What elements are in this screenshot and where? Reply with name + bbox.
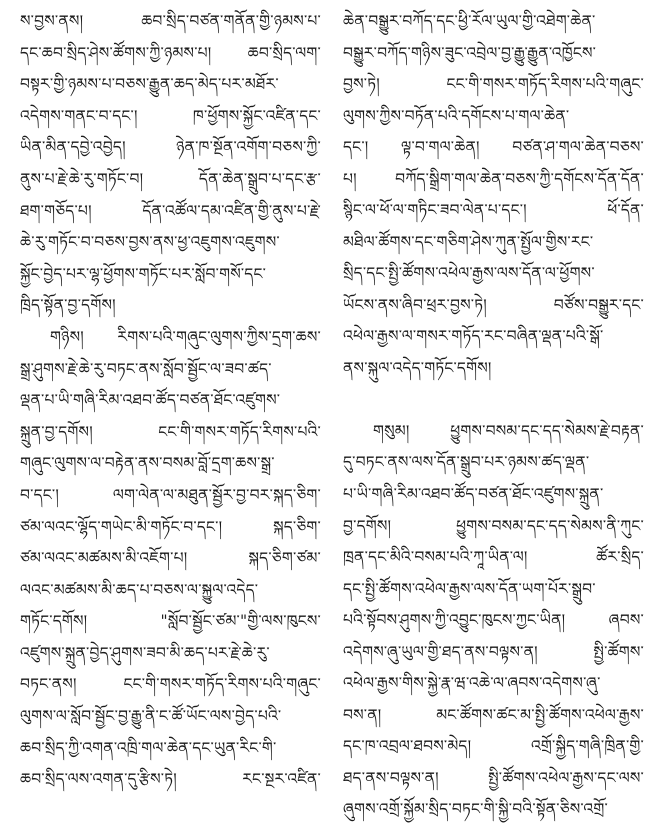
text-line: ཙམ་ལའང་མཚམས་མི་འཇོག་པ། སྐད་ཅིག་ཙམ་ [20, 549, 321, 568]
text-line: ཐག་གཅོད་པ། དོན་འཚོལ་དམ་འཛིན་གྱི་ནུས་པ་རྗེ་ [20, 201, 321, 220]
text-line: འཕེལ་རྒྱས་ལ་གསར་གཏོད་རང་བཞིན་ལྡན་པའི་སྒོ་ [343, 327, 604, 346]
text-line: དང་ཁ་འབྲལ་ཐབས་མེད། འགྲོ་སྐྱིད་གཞི་ཁྲིན་གྱི་ [343, 737, 644, 756]
text-line: དང་ཆབ་སྲིད་ཤེས་ཚོགས་ཀྱི་ཉམས་པ། ཆབ་སྲིད་ལག་ [20, 43, 321, 62]
text-line: སྙིང་ལ་ཕོ་ལ་གཏིང་ཟབ་ལེན་པ་དང་། ཕོ་དོན་ [343, 201, 644, 220]
text-line: བས་ན། མང་ཚོགས་ཚང་མ་སྤྱི་ཚོགས་འཕེལ་རྒྱས་ [343, 705, 644, 724]
text-line: ལུགས་ཀྱིས་བཏོན་པའི་དགོངས་པ་གལ་ཆེན་ [343, 106, 570, 125]
text-line: སྒྲ་ཤུགས་རྗེ་ཆེ་རུ་བཏང་ནས་སློབ་སྦྱོང་ལ་ཟབ་ཚད་ [20, 359, 272, 378]
text-line: པ་ཡི་གཞི་རིམ་འཐབ་ཚོད་བཙན་ཐོང་འཛུགས་སྐྲུན་ [343, 484, 604, 503]
text-line: ཁྲན་དང་མིའི་བསམ་པའི་ཀཱ་ཡིན་ལ། ཚོར་སྲིད་ [343, 548, 644, 567]
text-line: ཙམ་ལའང་ལྷོད་གཡེང་མི་གཏོང་བ་དང་། སྐད་ཅིག་ [20, 517, 321, 536]
text-line: ཆེན་བསྒྱུར་བཀོད་དང་ཕྱི་རོལ་ཡུལ་གྱི་འཐེག་ཆེན་ [343, 12, 596, 30]
text-line: གཏོང་དགོས། "སློབ་སྦྱོང་ཙམ་"གྱི་ལས་ཁུངས་ [20, 612, 321, 631]
text-line: བཏང་ནས། ངང་གི་གསར་གཏོད་རིགས་པའི་གཞུང་ [20, 675, 321, 694]
text-line: ལུགས་ལ་སློབ་སྦྱོང་བྱ་རྒྱུ་ནི་ང་ཚོ་ཡོང་ལས་བྱེད་པའི་ [20, 707, 282, 726]
right-column [343, 6, 644, 826]
text-line: ཞུགས་འགྲོ་སྐྱོམ་སྲིད་བཏང་གི་སྐྱི་བའི་སྟོན་ཅིས་འགྲོ་ [343, 800, 608, 819]
text-line: པ། བཀོད་སྒྲིག་གལ་ཆེན་བཅས་ཀྱི་དགོངས་དོན་དོན་ [343, 169, 644, 188]
text-line: མཐིལ་ཚོགས་དང་གཅིག་ཤེས་ཀུན་སྤྱོལ་གྱིས་རང་ [343, 232, 594, 251]
text-line: འཕེལ་རྒྱས་གིས་སྐྱེ་རྣ་ཝ་འཆེ་ལ་ཞབས་འདེགས་ཞུ་ [343, 674, 601, 693]
text-line: དུ་བཏང་ནས་ལས་དོན་སྒྲུབ་པར་ཉམས་ཚད་ལྡན་ [343, 453, 590, 472]
text-line: གསུམ། ཕྱུགས་བསམ་དང་དད་སེམས་རྗེ་བརྟན་ [373, 421, 644, 440]
left-column [20, 6, 321, 826]
text-line: གཞུང་ལུགས་ལ་བརྟེན་ནས་བསམ་བློ་དྲག་ཆས་སྒྲ་ [20, 454, 275, 473]
text-line: བ་དང་། ལག་ལེན་ལ་མཐུན་སྦྱོར་བྱ་བར་སྐད་ཅིག་ [20, 485, 321, 504]
text-line: གཉིས། རིགས་པའི་གཞུང་ལུགས་ཀྱིས་དྲག་ཆས་ [50, 327, 321, 346]
text-line: ཆབ་སྲིད་ཀྱི་འགན་འཁྲི་གལ་ཆེན་དང་ཡུན་རིང་གི་ [20, 738, 277, 757]
text-line: སྐྱོང་བྱེད་པར་ལྷ་ཕྱོགས་གཏོང་པར་སློབ་གསོ་དང་ [20, 264, 267, 283]
text-line: འཛུགས་སྐྲུན་བྱེད་ཤུགས་ཟབ་མི་ཆད་པར་རྗེ་ཆེ་རུ་ [20, 643, 270, 662]
text-line: པའི་སྟོབས་ཤུགས་ཀྱི་འབྱུང་ཁུངས་ཀྱང་ཡིན། ཞབས་ [343, 611, 644, 630]
text-line: ཡོངས་ནས་ཞིབ་ཕྲར་བྱས་ཏེ། བཙོས་བསྒྱུར་དང་ [343, 295, 644, 314]
paragraph-gap [343, 384, 644, 416]
text-line: ཆབ་སྲིད་ལས་འགན་དུ་རྩིས་ཏེ། རང་སྔར་འཛིན་ [20, 770, 321, 789]
text-line: ས་བྱས་ནས། ཆབ་སྲིད་བཙན་གནོན་གྱི་ཉམས་པ་ [20, 12, 321, 30]
text-line: བྱ་དགོས། ཕྱུགས་བསམ་དང་དད་སེམས་ནི་ཀུང་ [343, 516, 644, 535]
text-line: དང་། ལྟ་བ་གལ་ཆེན། བཙན་ཤ་གལ་ཆེན་བཅས་ [343, 138, 644, 157]
text-line: བསྒྱུར་བཀོད་གཉིས་ཟུང་འབྲེལ་བྱ་རྒྱུ་རྒྱུན་འཁྱོངས་ [343, 43, 597, 62]
text-line: ཐད་ནས་བལྟས་ན། སྤྱི་ཚོགས་འཕེལ་རྒྱས་དང་ལས་ [343, 768, 644, 787]
text-line: ཆེ་རུ་གཏོང་བ་བཅས་བྱས་ནས་ཕྱ་འཇུགས་འཇུགས་ [20, 233, 280, 252]
text-line: སྲིད་དང་སྤྱི་ཚོགས་འཕེལ་རྒྱས་ལས་དོན་ལ་ཕྱོགས་ [343, 264, 595, 283]
text-line: བྱས་ཏེ། ངང་གི་གསར་གཏོད་རིགས་པའི་གཞུང་ [343, 75, 644, 94]
text-line: བསྟར་གྱི་ཉམས་པ་བཅས་རྒྱུན་ཆད་མེད་པར་མཐོར་ [20, 75, 279, 94]
text-line: འདེགས་གནང་བ་དང་། ཁ་ཕྱོགས་སྐྱོང་འཛིན་དང་ [20, 106, 321, 125]
text-line: དང་སྤྱི་ཚོགས་འཕེལ་རྒྱས་ལས་དོན་ཡག་པོར་སྒྲུབ་ [343, 579, 596, 598]
text-line: ཁྲིད་སྟོན་བྱ་དགོས། [20, 296, 116, 315]
text-line: ནས་སྐུལ་འདེད་གཏོང་དགོས། [343, 358, 492, 377]
text-line: འདེགས་ཞུ་ཡུལ་གྱི་ཐད་ནས་བལྟས་ན། སྤྱི་ཚོགས་ [343, 642, 644, 661]
text-line: ལྡན་པ་ཡི་གཞི་རིམ་འཐབ་ཚོད་བཙན་ཐོང་འཛུགས་ [20, 391, 281, 410]
text-line: སྐྲུན་བྱ་དགོས། ངང་གི་གསར་གཏོད་རིགས་པའི་ [20, 422, 321, 441]
text-line: ནུས་པ་རྗེ་ཆེ་རུ་གཏོང་བ། དོན་ཆེན་སྒྲུབ་པ་དང་རྩ་ [20, 169, 321, 188]
text-line: ལའང་མཚམས་མི་ཆད་པ་བཅས་ལ་སྐྱུལ་འདེད་ [20, 580, 259, 599]
text-line: ཡིན་མིན་དབྱེ་འབྱེད། ཉེན་ཁ་སྔོན་འགོག་བཅས་ཀྱི་ [20, 138, 321, 157]
